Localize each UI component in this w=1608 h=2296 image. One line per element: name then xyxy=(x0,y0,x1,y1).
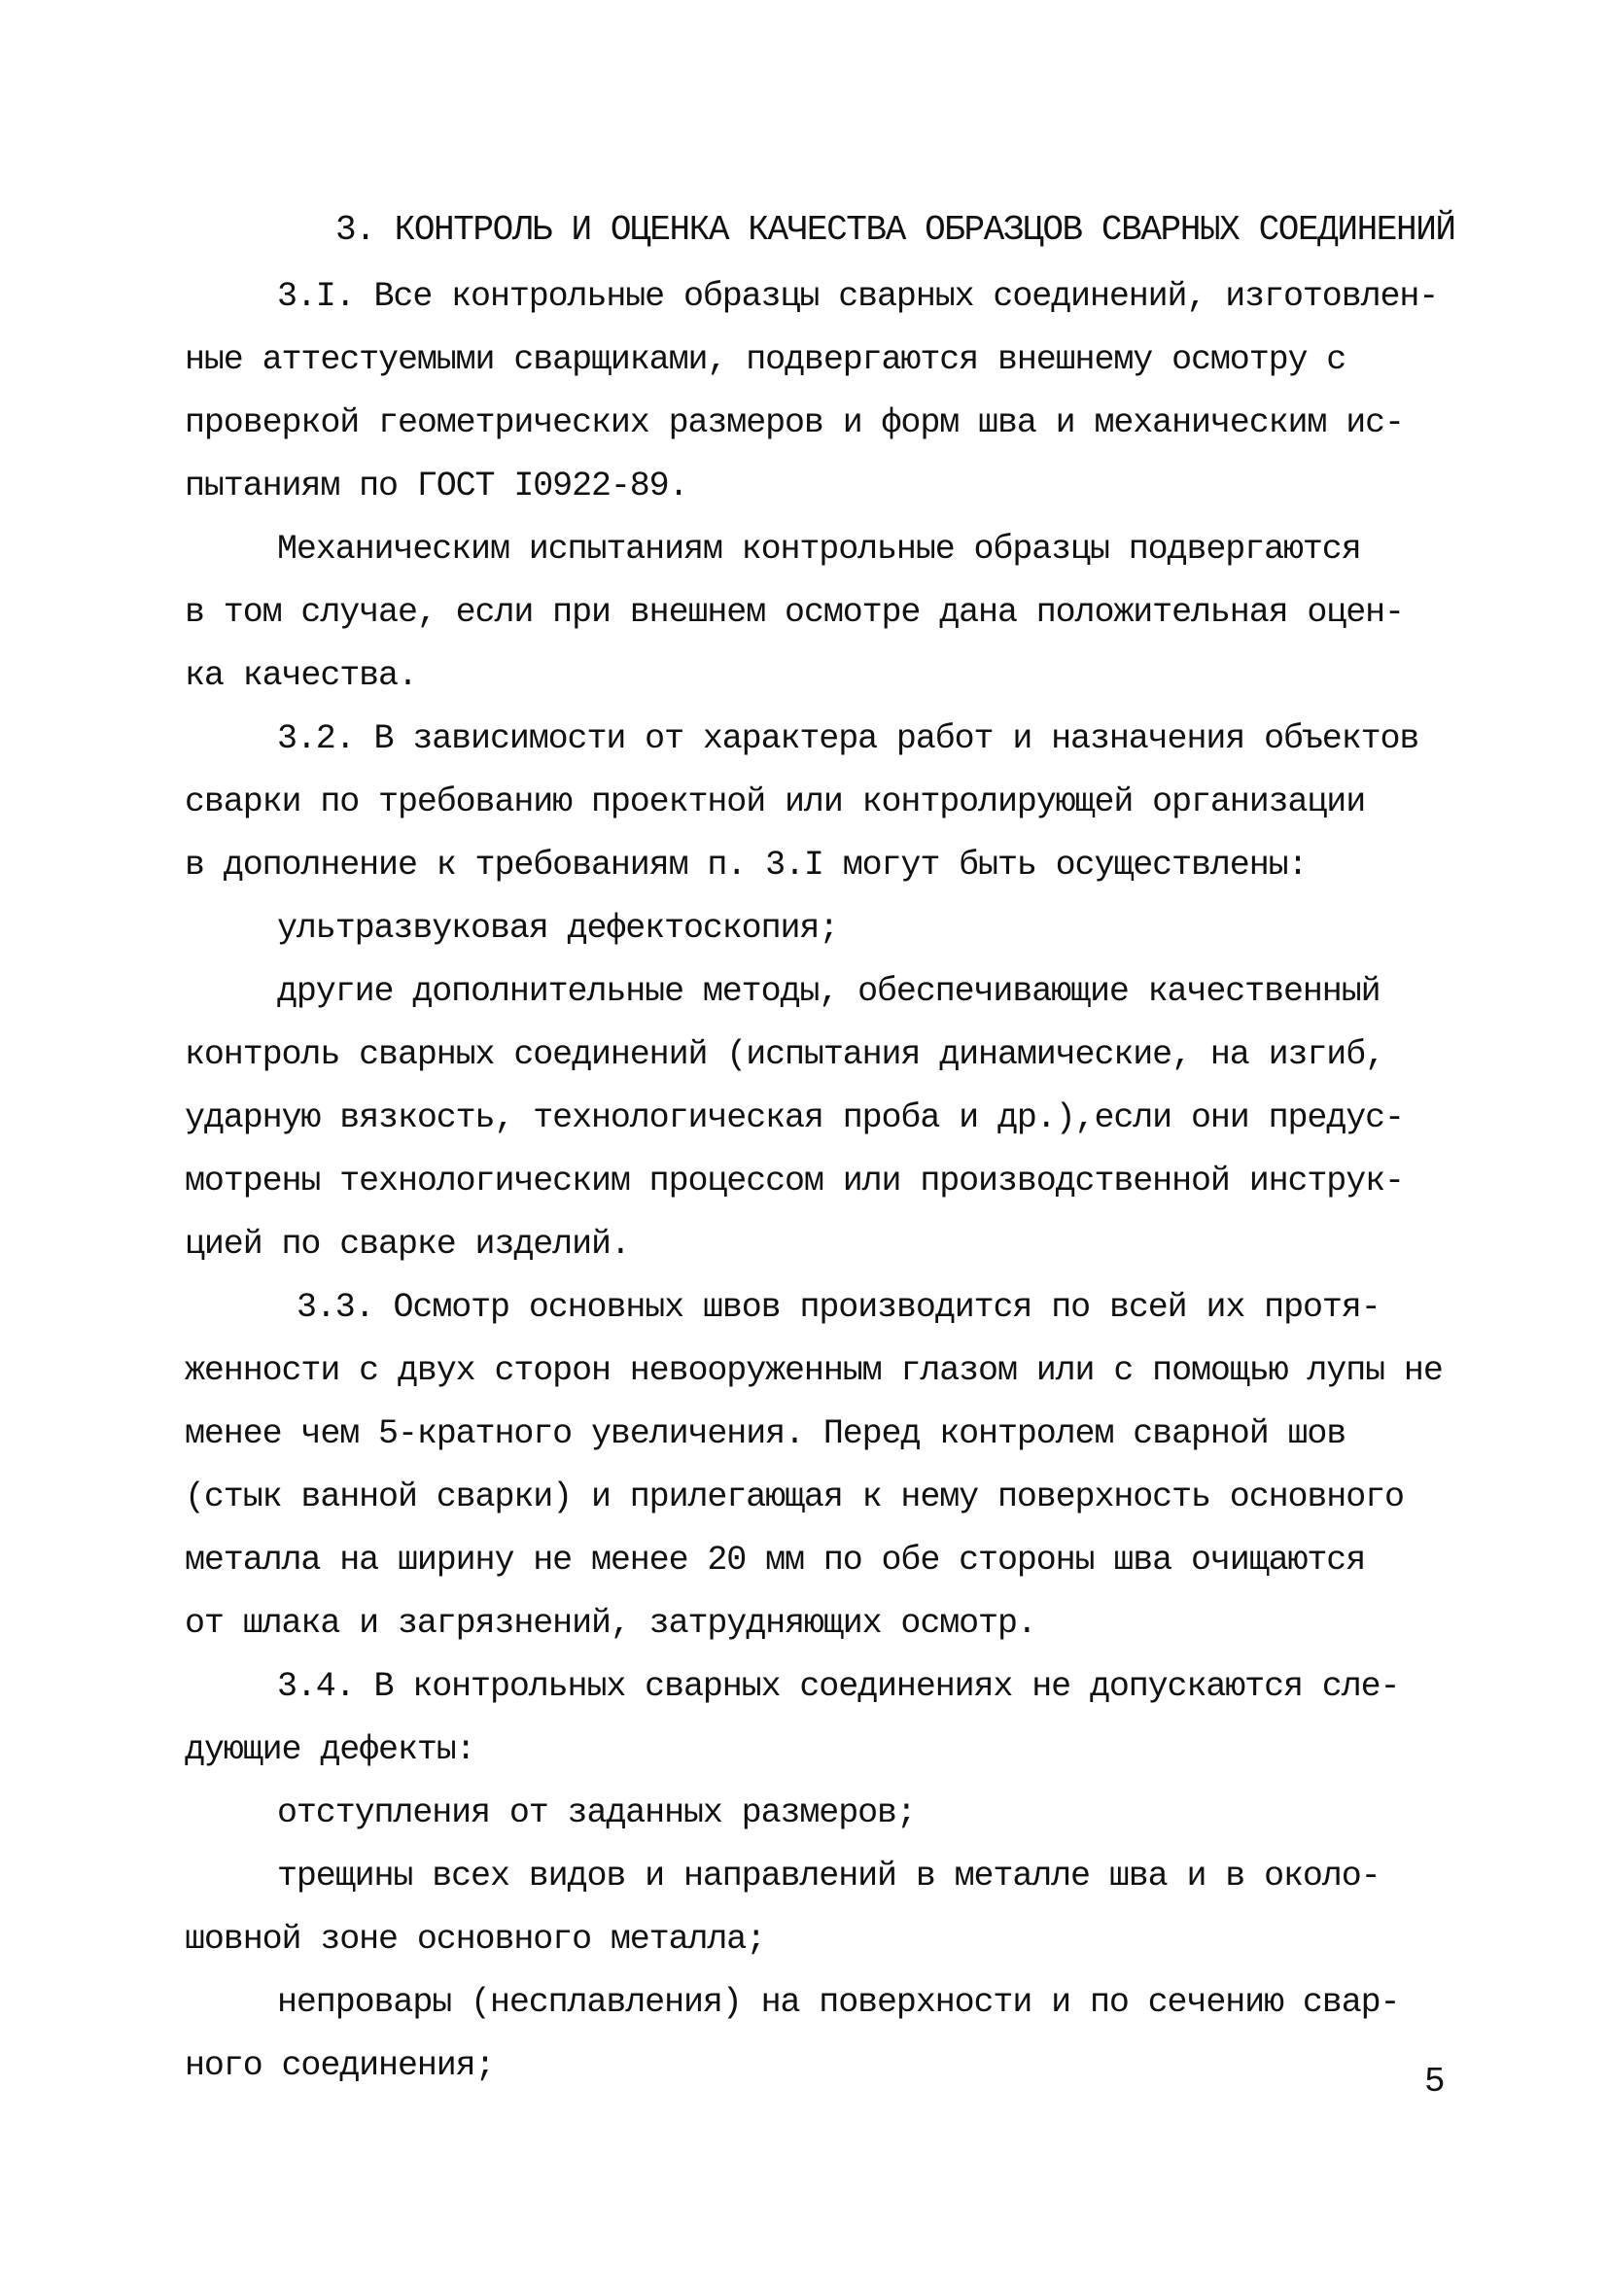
text-line: другие дополнительные методы, обеспечивающие качественный xyxy=(277,972,1381,1011)
text-line: непровары (несплавления) на поверхности и по сечению свар- xyxy=(277,1983,1400,2022)
text-line: ударную вязкость, технологическая проба и др.),если они предус- xyxy=(185,1098,1404,1137)
page-number: 5 xyxy=(1424,2062,1446,2102)
text-line: проверкой геометрических размеров и форм шва и механическим ис- xyxy=(185,403,1404,442)
text-line: отступления от заданных размеров; xyxy=(277,1793,916,1832)
text-line: трещины всех видов и направлений в металле шва и в около- xyxy=(277,1857,1381,1896)
section-title: 3. КОНТРОЛЬ И ОЦЕНКА КАЧЕСТВА ОБРАЗЦОВ СВАРНЫХ СОЕДИНЕНИЙ xyxy=(335,210,1455,250)
text-line: ного соединения; xyxy=(185,2046,495,2085)
text-line: в дополнение к требованиям п. 3.I могут быть осуществлены: xyxy=(185,846,1308,885)
text-line: дующие дефекты: xyxy=(185,1730,475,1769)
text-line: сварки по требованию проектной или контролирующей организации xyxy=(185,783,1366,821)
text-line: металла на ширину не менее 20 мм по обе стороны шва очищаются xyxy=(185,1541,1366,1580)
text-line: 3.I. Все контрольные образцы сварных соединений, изготовлен- xyxy=(277,277,1439,316)
text-line: цией по сварке изделий. xyxy=(185,1225,630,1264)
text-line: ка качества. xyxy=(185,656,417,695)
text-line: менее чем 5-кратного увеличения. Перед контролем сварной шов xyxy=(185,1414,1346,1453)
text-line: (стык ванной сварки) и прилегающая к нему поверхность основного xyxy=(185,1478,1404,1516)
text-line: ультразвуковая дефектоскопия; xyxy=(277,909,839,948)
text-line: женности с двух сторон невооруженным глазом или с помощью лупы не xyxy=(185,1351,1443,1390)
text-line: 3.2. В зависимости от характера работ и назначения объектов xyxy=(277,719,1419,758)
text-line: 3.3. Осмотр основных швов производится по всей их протя- xyxy=(297,1288,1381,1327)
text-line: шовной зоне основного металла; xyxy=(185,1920,766,1959)
text-line: ные аттестуемыми сварщиками, подвергаются внешнему осмотру с xyxy=(185,340,1346,379)
text-line: Механическим испытаниям контрольные образцы подвергаются xyxy=(277,530,1361,569)
text-line: 3.4. В контрольных сварных соединениях не допускаются сле- xyxy=(277,1667,1400,1706)
text-line: от шлака и загрязнений, затрудняющих осмотр. xyxy=(185,1604,1036,1643)
text-line: контроль сварных соединений (испытания динамические, на изгиб, xyxy=(185,1035,1385,1074)
text-line: пытаниям по ГОСТ I0922-89. xyxy=(185,467,688,505)
text-line: мотрены технологическим процессом или производственной инструк- xyxy=(185,1162,1404,1200)
text-line: в том случае, если при внешнем осмотре дана положительная оцен- xyxy=(185,593,1404,632)
